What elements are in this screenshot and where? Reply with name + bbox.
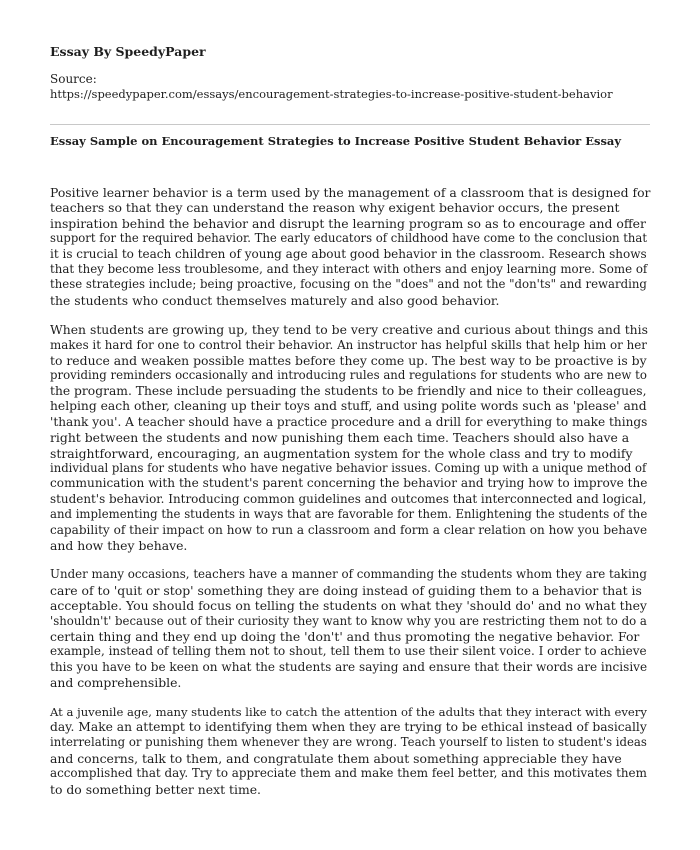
paragraph-line: accomplished that day. Try to appreciate them and make them feel better, and this motivates them xyxy=(50,766,647,781)
paragraph-line: straightforward, encouraging, an augmentation system for the whole class and try to modify xyxy=(50,445,633,461)
paragraph-line: and comprehensible. xyxy=(50,675,182,691)
paragraph-line: communication with the student's parent concerning the behavior and trying how to improve the xyxy=(50,476,648,491)
paragraph-line: and implementing the students in ways that are favorable for them. Enlightening the students of the xyxy=(50,507,648,522)
essay-body xyxy=(50,185,650,811)
essay-paragraph xyxy=(50,185,650,308)
paragraph-line: helping each other, cleaning up their toys and stuff, and using polite words such as 'please' and xyxy=(50,399,647,414)
paragraph-line: example, instead of telling them not to shout, tell them to use their silent voice. I order to achieve xyxy=(50,644,647,659)
paragraph-line: capability of their impact on how to run a classroom and form a clear relation on how you behave xyxy=(50,522,648,537)
paragraph-line: the students who conduct themselves maturely and also good behavior. xyxy=(50,292,500,308)
paragraph-line: care of to 'quit or stop' something they are doing instead of guiding them to a behavior that is xyxy=(50,582,642,598)
paragraph-line: right between the students and now punishing them each time. Teachers should also have a xyxy=(50,430,630,446)
paragraph-line: these strategies include; being proactive, focusing on the "does" and not the "don'ts" and rewarding xyxy=(50,277,647,292)
paragraph-line: Positive learner behavior is a term used by the management of a classroom that is designed for xyxy=(50,185,651,200)
paragraph-line: Under many occasions, teachers have a manner of commanding the students whom they are taking xyxy=(50,567,647,582)
essay-paragraph xyxy=(50,567,650,690)
paragraph-line: and concerns, talk to them, and congratulate them about something appreciable they have xyxy=(50,750,622,766)
paragraph-line: When students are growing up, they tend to be very creative and curious about things and this xyxy=(50,322,648,338)
paragraph-line: that they become less troublesome, and they interact with others and enjoy learning more. Some of xyxy=(50,262,648,277)
paragraph-line: to reduce and weaken possible mattes before they come up. The best way to be proactive is by xyxy=(50,353,647,369)
paragraph-line: teachers so that they can understand the reason why exigent behavior occurs, the present xyxy=(50,200,620,216)
essay-paragraph xyxy=(50,322,650,553)
paragraph-line: it is crucial to teach children of young age about good behavior in the classroom. Research shows xyxy=(50,246,647,261)
paragraph-line: the program. These include persuading the students to be friendly and nice to their colleagues, xyxy=(50,383,647,398)
paragraph-line: and how they behave. xyxy=(50,537,188,553)
paragraph-line: this you have to be keen on what the students are saying and ensure that their words are incisive xyxy=(50,659,648,674)
paragraph-line: support for the required behavior. The early educators of childhood have come to the conclusion that xyxy=(50,231,647,246)
paragraph-line: acceptable. You should focus on telling the students on what they 'should do' and no what they xyxy=(50,598,647,614)
paragraph-line: At a juvenile age, many students like to catch the attention of the adults that they interact with every xyxy=(50,704,647,719)
divider xyxy=(50,124,650,125)
paragraph-line: to do something better next time. xyxy=(50,781,261,797)
paragraph-line: certain thing and they end up doing the 'don't' and thus promoting the negative behavior. For xyxy=(50,628,640,644)
paragraph-line: interrelating or punishing them whenever they are wrong. Teach yourself to listen to student's ideas xyxy=(50,735,647,750)
essay-title: Essay Sample on Encouragement Strategies to Increase Positive Student Behavior Essay xyxy=(50,134,622,148)
paragraph-line: individual plans for students who have negative behavior issues. Coming up with a unique method of xyxy=(50,460,647,475)
paragraph-line: 'shouldn't' because out of their curiosity they want to know why you are restricting them not to do a xyxy=(50,613,647,628)
paragraph-line: makes it hard for one to control their behavior. An instructor has helpful skills that help him or her xyxy=(50,337,647,352)
paragraph-line: 'thank you'. A teacher should have a practice procedure and a drill for everything to make things xyxy=(50,414,648,429)
document-title: Essay By SpeedyPaper xyxy=(50,44,206,59)
paragraph-line: day. Make an attempt to identifying them when they are trying to be ethical instead of basically xyxy=(50,720,647,734)
source-url: https://speedypaper.com/essays/encouragement-strategies-to-increase-positive-student-behavior xyxy=(50,87,613,101)
source-label: Source: xyxy=(50,72,97,86)
essay-paragraph xyxy=(50,705,650,797)
paragraph-line: student's behavior. Introducing common guidelines and outcomes that interconnected and logical, xyxy=(50,491,647,506)
paragraph-line: inspiration behind the behavior and disrupt the learning program so as to encourage and offer xyxy=(50,215,646,231)
paragraph-line: providing reminders occasionally and introducing rules and regulations for students who are new to xyxy=(50,368,647,383)
